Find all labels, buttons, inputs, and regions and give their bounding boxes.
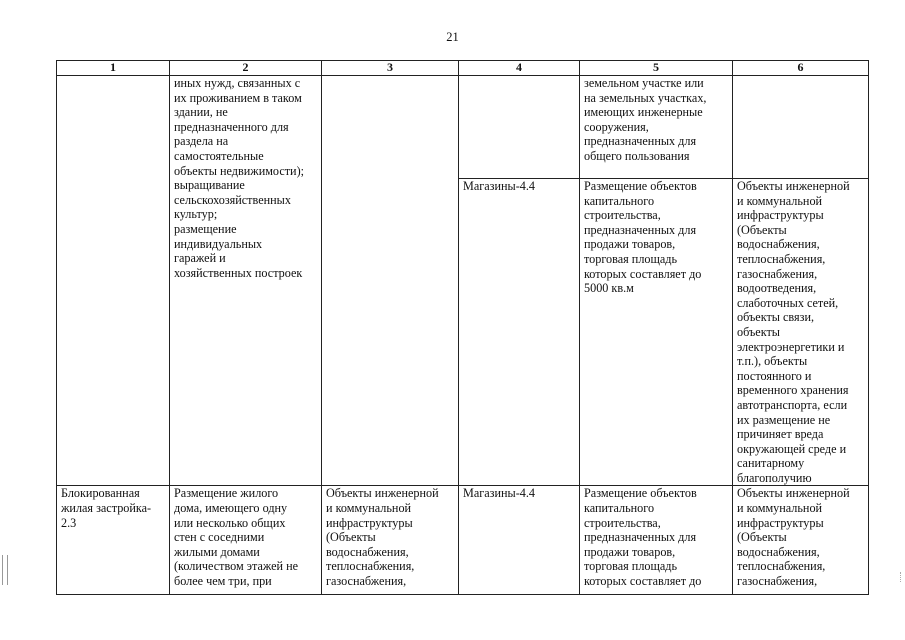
cell-text-line: строительства, xyxy=(584,515,661,530)
cell-text-line: или несколько общих xyxy=(174,515,286,530)
cell-text-line: жилая застройка- xyxy=(61,501,152,516)
cell-text-line: более чем три, при xyxy=(174,574,272,589)
cell-text-line: культур; xyxy=(174,207,218,222)
cell-text-line: жилыми домами xyxy=(174,544,260,559)
cell-text-line: теплоснабжения, xyxy=(737,559,826,574)
cell-text-line: окружающей среде и xyxy=(737,441,847,456)
cell-text-line: на земельных участках, xyxy=(584,90,707,105)
cell-text-line: раздела на xyxy=(174,134,229,149)
cell-text-line: санитарному xyxy=(737,456,805,471)
table-cell xyxy=(170,486,322,595)
cell-text-line: благополучию xyxy=(737,470,812,485)
cell-text-line: автотранспорта, если xyxy=(737,397,848,412)
cell-text-line: Объекты инженерной xyxy=(326,486,439,501)
cell-text-line: причиняет вреда xyxy=(737,427,824,442)
column-header-3: 3 xyxy=(322,61,459,76)
cell-text-line: Магазины-4.4 xyxy=(463,179,535,193)
cell-text-line: объекты xyxy=(737,324,780,339)
column-header-5: 5 xyxy=(580,61,733,76)
table-cell xyxy=(580,486,733,595)
cell-text-line: объекты недвижимости); xyxy=(174,163,305,178)
cell-text-line: (Объекты xyxy=(737,530,787,545)
cell-text-line: которых составляет до xyxy=(584,574,702,589)
cell-text-line: Размещение объектов xyxy=(584,486,697,501)
cell-text-line: 2.3 xyxy=(61,515,77,530)
land-use-table xyxy=(56,60,869,595)
table-cell xyxy=(580,179,733,486)
cell-text-line: водоотведения, xyxy=(737,281,817,296)
cell-text-line: индивидуальных xyxy=(174,236,263,251)
cell-text-line: и коммунальной xyxy=(326,501,412,516)
column-header-6: 6 xyxy=(733,61,869,76)
cell-text-line: Объекты инженерной xyxy=(737,486,850,501)
table-row xyxy=(57,76,869,179)
table-header-row xyxy=(57,61,869,76)
cell-text-line: стен с соседними xyxy=(174,530,265,545)
cell-text-line: 5000 кв.м xyxy=(584,281,634,296)
cell-text-line: Размещение объектов xyxy=(584,179,697,193)
cell-text-line: инфраструктуры xyxy=(737,208,824,223)
table-cell xyxy=(57,76,170,486)
table-cell xyxy=(322,76,459,486)
cell-text-line: дома, имеющего одну xyxy=(174,501,288,516)
cell-text-line: газоснабжения, xyxy=(737,574,818,589)
cell-text-line: теплоснабжения, xyxy=(737,251,826,266)
cell-text-line: их проживанием в таком xyxy=(174,90,302,105)
table-cell xyxy=(459,486,580,595)
table-cell xyxy=(322,486,459,595)
cell-text-line: самостоятельные xyxy=(174,148,264,163)
column-header-2: 2 xyxy=(170,61,322,76)
cell-text-line: выращивание xyxy=(174,178,245,193)
cell-text-line: слаботочных сетей, xyxy=(737,295,839,310)
cell-text-line: торговая площадь xyxy=(584,251,678,266)
cell-text-line: (количеством этажей не xyxy=(174,559,299,574)
table-cell xyxy=(733,76,869,179)
cell-text-line: здании, не xyxy=(174,105,228,120)
cell-text-line: предназначенного для xyxy=(174,119,289,134)
cell-text-line: инфраструктуры xyxy=(326,515,413,530)
column-header-1: 1 xyxy=(57,61,170,76)
column-header-4: 4 xyxy=(459,61,580,76)
cell-text-line: хозяйственных построек xyxy=(174,265,303,280)
cell-text-line: электроэнергетики и xyxy=(737,339,845,354)
cell-text-line: продажи товаров, xyxy=(584,544,676,559)
cell-text-line: объекты связи, xyxy=(737,310,815,325)
cell-text-line: водоснабжения, xyxy=(326,544,409,559)
cell-text-line: предназначенных для xyxy=(584,134,697,149)
page-number: 21 xyxy=(446,30,459,44)
table-cell xyxy=(733,179,869,486)
cell-text-line: Объекты инженерной xyxy=(737,179,850,193)
cell-text-line: их размещение не xyxy=(737,412,831,427)
cell-text-line: размещение xyxy=(174,221,237,236)
cell-text-line: торговая площадь xyxy=(584,559,678,574)
cell-text-line: водоснабжения, xyxy=(737,237,820,252)
cell-text-line: которых составляет до xyxy=(584,266,702,281)
cell-text-line: имеющих инженерные xyxy=(584,105,703,120)
cell-text-line: сооружения, xyxy=(584,119,649,134)
cell-text-line: т.п.), объекты xyxy=(737,354,808,369)
cell-text-line: земельном участке или xyxy=(584,76,704,90)
cell-text-line: Блокированная xyxy=(61,486,140,501)
cell-text-line: постоянного и xyxy=(737,368,812,383)
cell-text-line: Магазины-4.4 xyxy=(463,486,535,501)
cell-text-line: (Объекты xyxy=(326,530,376,545)
cell-text-line: (Объекты xyxy=(737,222,787,237)
table-cell xyxy=(459,179,580,486)
cell-text-line: теплоснабжения, xyxy=(326,559,415,574)
cell-text-line: капитального xyxy=(584,501,655,516)
cell-text-line: Размещение жилого xyxy=(174,486,279,501)
cell-text-line: продажи товаров, xyxy=(584,237,676,252)
cell-text-line: предназначенных для xyxy=(584,222,697,237)
table-cell xyxy=(170,76,322,486)
table-cell xyxy=(459,76,580,179)
cell-text-line: водоснабжения, xyxy=(737,544,820,559)
cell-text-line: строительства, xyxy=(584,208,661,223)
cell-text-line: иных нужд, связанных с xyxy=(174,76,301,90)
cell-text-line: капитального xyxy=(584,193,655,208)
cell-text-line: газоснабжения, xyxy=(737,266,818,281)
cell-text-line: сельскохозяйственных xyxy=(174,192,291,207)
cell-text-line: предназначенных для xyxy=(584,530,697,545)
cell-text-line: газоснабжения, xyxy=(326,574,407,589)
cell-text-line: инфраструктуры xyxy=(737,515,824,530)
cell-text-line: и коммунальной xyxy=(737,501,823,516)
table-cell xyxy=(57,486,170,595)
table-row xyxy=(57,486,869,595)
scan-edge-mark xyxy=(900,572,903,582)
table-cell xyxy=(580,76,733,179)
table-cell xyxy=(733,486,869,595)
cell-text-line: общего пользования xyxy=(584,148,690,163)
cell-text-line: гаражей и xyxy=(174,251,226,266)
cell-text-line: и коммунальной xyxy=(737,193,823,208)
cell-text-line: временного хранения xyxy=(737,383,849,398)
scan-edge-mark xyxy=(2,555,8,585)
